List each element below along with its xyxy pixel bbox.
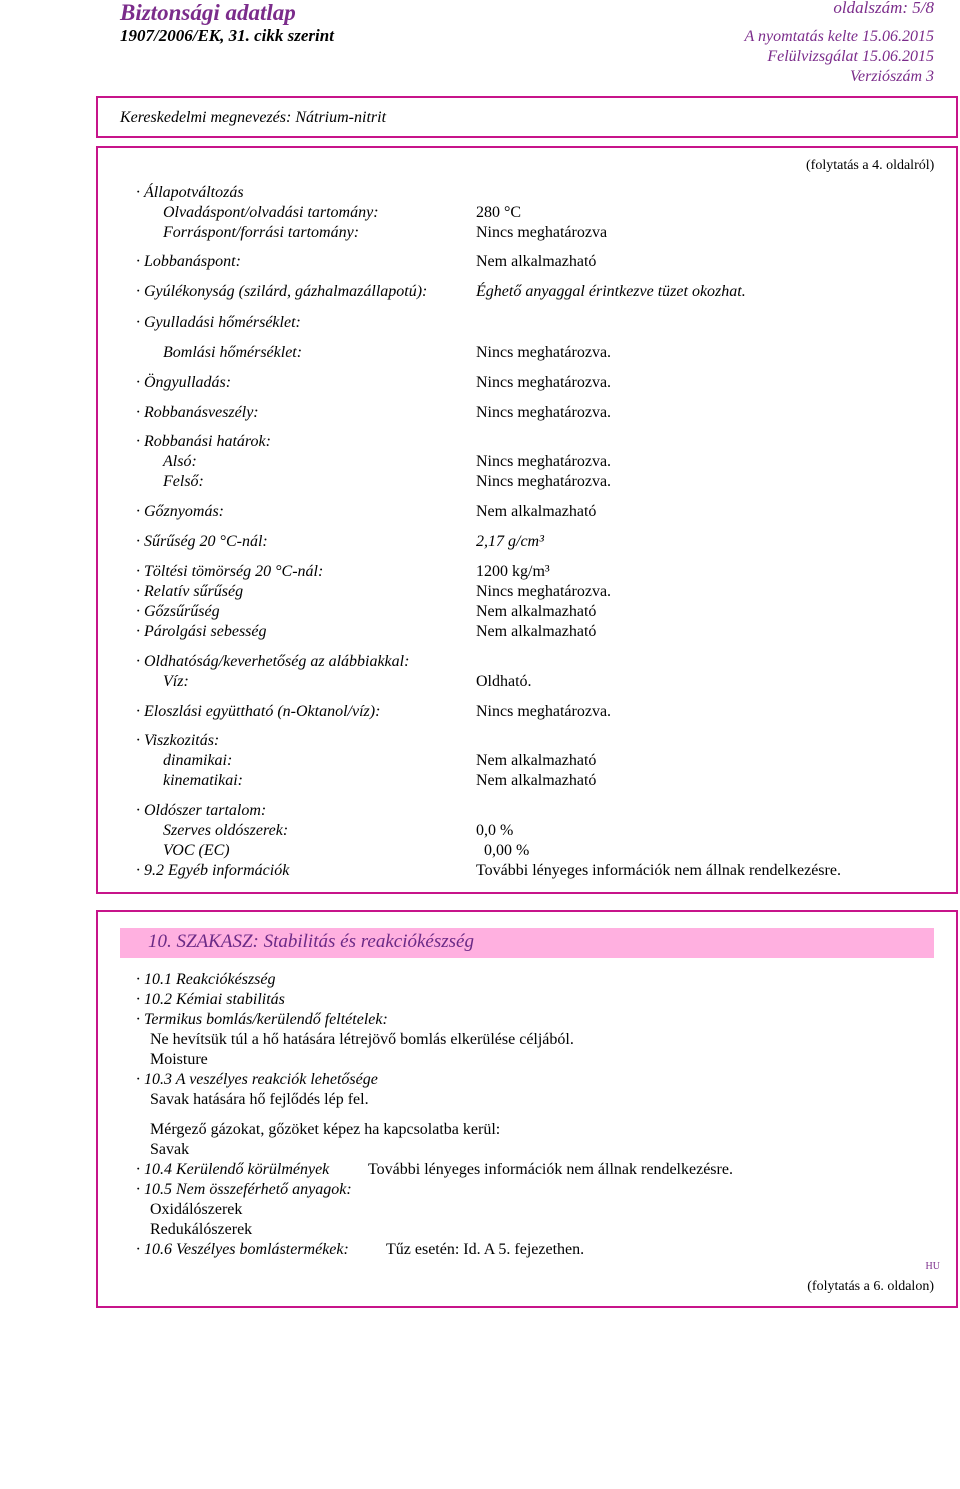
toxic-gases-text: Mérgező gázokat, gőzöket képez ha kapcsolatba kerül: bbox=[150, 1121, 501, 1138]
moisture-text: Moisture bbox=[150, 1051, 208, 1068]
organic-solvent-label: Szerves oldószerek: bbox=[163, 822, 289, 839]
page-number: oldalszám: 5/8 bbox=[833, 0, 934, 17]
limits-label: · Robbanási határok: bbox=[136, 433, 271, 450]
viscosity-label: · Viszkozitás: bbox=[136, 732, 220, 749]
conditions-label: · 10.4 Kerülendő körülmények bbox=[136, 1161, 330, 1178]
incompatible-label: · 10.5 Nem összeférhető anyagok: bbox=[136, 1181, 352, 1198]
upper-value: Nincs meghatározva. bbox=[476, 473, 612, 490]
solubility-label: · Oldhatóság/keverhetőség az alábbiakkal: bbox=[136, 653, 410, 670]
vapour-pressure-value: Nem alkalmazható bbox=[476, 503, 597, 520]
stability-label: · 10.2 Kémiai stabilitás bbox=[136, 991, 285, 1008]
vapour-density-value: Nem alkalmazható bbox=[476, 603, 597, 620]
bulk-density-value: 1200 kg/m³ bbox=[476, 563, 550, 580]
decomposition-label: Bomlási hőmérséklet: bbox=[163, 344, 303, 361]
flammability-value: Éghető anyaggal érintkezve tüzet okozhat. bbox=[476, 283, 746, 300]
evaporation-value: Nem alkalmazható bbox=[476, 623, 597, 640]
continued-to: (folytatás a 6. oldalon) bbox=[807, 1279, 934, 1294]
other-info-value: További lényeges információk nem állnak rendelkezésre. bbox=[476, 862, 841, 879]
ignition-label: · Gyulladási hőmérséklet: bbox=[136, 314, 301, 331]
acids-text: Savak bbox=[150, 1141, 190, 1158]
document-title: Biztonsági adatlap bbox=[120, 0, 296, 25]
hazardous-reactions-label: · 10.3 A veszélyes reakciók lehetősége bbox=[136, 1071, 378, 1088]
kinematic-label: kinematikai: bbox=[163, 772, 243, 789]
reactivity-label: · 10.1 Reakciókészség bbox=[136, 971, 276, 988]
decomposition-products-label: · 10.6 Veszélyes bomlástermékek: bbox=[136, 1241, 349, 1258]
lower-value: Nincs meghatározva. bbox=[476, 453, 612, 470]
state-change-label: · Állapotváltozás bbox=[136, 184, 244, 201]
water-label: Víz: bbox=[163, 673, 189, 690]
evaporation-label: · Párolgási sebesség bbox=[136, 623, 267, 640]
section10-heading: 10. SZAKASZ: Stabilitás és reakciókészség bbox=[148, 931, 474, 952]
explosion-label: · Robbanásveszély: bbox=[136, 404, 259, 421]
boiling-label: Forráspont/forrási tartomány: bbox=[163, 224, 360, 241]
product-name: Kereskedelmi megnevezés: Nátrium-nitrit bbox=[120, 109, 387, 126]
language-code: HU bbox=[925, 1261, 940, 1272]
relative-density-label: · Relatív sűrűség bbox=[136, 583, 244, 600]
print-date: A nyomtatás kelte 15.06.2015 bbox=[744, 28, 934, 45]
vapour-pressure-label: · Gőznyomás: bbox=[136, 503, 224, 520]
decomposition-products-value: Tűz esetén: Id. A 5. fejezethen. bbox=[386, 1241, 585, 1258]
melting-label: Olvadáspont/olvadási tartomány: bbox=[163, 204, 379, 221]
dynamic-label: dinamikai: bbox=[163, 752, 233, 769]
decomposition-value: Nincs meghatározva. bbox=[476, 344, 612, 361]
regulation-reference: 1907/2006/EK, 31. cikk szerint bbox=[120, 26, 334, 45]
reducers-text: Redukálószerek bbox=[150, 1221, 253, 1238]
partition-value: Nincs meghatározva. bbox=[476, 703, 612, 720]
vapour-density-label: · Gőzsűrűség bbox=[136, 603, 220, 620]
revision-date: Felülvizsgálat 15.06.2015 bbox=[767, 48, 934, 65]
partition-label: · Eloszlási együttható (n-Oktanol/víz): bbox=[136, 703, 381, 720]
voc-value: 0,00 % bbox=[484, 842, 530, 859]
flash-value: Nem alkalmazható bbox=[476, 253, 597, 270]
flash-label: · Lobbanáspont: bbox=[136, 253, 241, 270]
density-value: 2,17 g/cm³ bbox=[476, 533, 544, 550]
explosion-value: Nincs meghatározva. bbox=[476, 404, 612, 421]
conditions-value: További lényeges információk nem állnak rendelkezésre. bbox=[368, 1161, 733, 1178]
organic-solvent-value: 0,0 % bbox=[476, 822, 514, 839]
thermal-text: Ne hevítsük túl a hő hatására létrejövő bomlás elkerülése céljából. bbox=[150, 1031, 574, 1048]
acids-heat-text: Savak hatására hő fejlődés lép fel. bbox=[150, 1091, 369, 1108]
upper-label: Felső: bbox=[163, 473, 204, 490]
version-number: Verziószám 3 bbox=[849, 68, 934, 85]
oxidizers-text: Oxidálószerek bbox=[150, 1201, 243, 1218]
dynamic-value: Nem alkalmazható bbox=[476, 752, 597, 769]
lower-label: Alsó: bbox=[163, 453, 197, 470]
melting-value: 280 °C bbox=[476, 204, 522, 221]
bulk-density-label: · Töltési tömörség 20 °C-nál: bbox=[136, 563, 324, 580]
flammability-label: · Gyúlékonyság (szilárd, gázhalmazállapotú): bbox=[136, 283, 428, 300]
voc-label: VOC (EC) bbox=[163, 842, 230, 859]
product-box bbox=[96, 96, 958, 138]
other-info-label: · 9.2 Egyéb információk bbox=[136, 862, 290, 879]
self-ignition-label: · Öngyulladás: bbox=[136, 374, 232, 391]
section10-heading-bar bbox=[120, 928, 934, 958]
thermal-label: · Termikus bomlás/kerülendő feltételek: bbox=[136, 1011, 388, 1028]
kinematic-value: Nem alkalmazható bbox=[476, 772, 597, 789]
relative-density-value: Nincs meghatározva. bbox=[476, 583, 612, 600]
continued-from: (folytatás a 4. oldalról) bbox=[806, 158, 935, 173]
water-value: Oldható. bbox=[476, 673, 532, 690]
solvent-label: · Oldószer tartalom: bbox=[136, 802, 267, 819]
boiling-value: Nincs meghatározva bbox=[476, 224, 608, 241]
density-label: · Sűrűség 20 °C-nál: bbox=[136, 533, 268, 550]
self-ignition-value: Nincs meghatározva. bbox=[476, 374, 612, 391]
